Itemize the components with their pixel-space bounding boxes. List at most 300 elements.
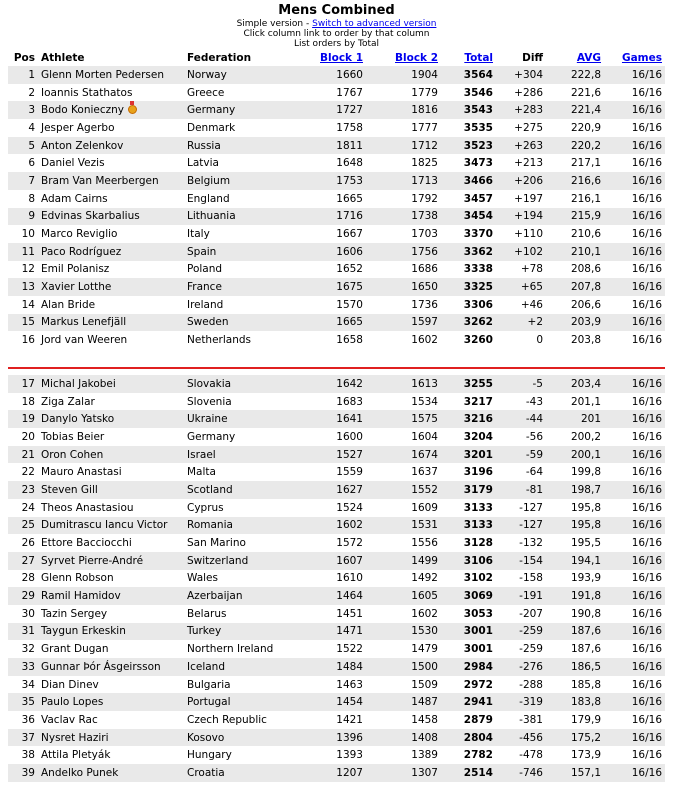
cell-games [604, 331, 665, 349]
cell-total [441, 278, 496, 296]
cell-diff [496, 410, 546, 428]
table-row [8, 225, 665, 243]
sort-total-link[interactable]: Total [464, 51, 493, 64]
cell-diff [496, 243, 546, 261]
block1-value: 1658 [336, 334, 363, 347]
federation-value: Russia [187, 139, 221, 152]
total-value: 3053 [463, 607, 493, 620]
diff-value: +46 [520, 298, 543, 311]
cell-pos [8, 746, 38, 764]
sort-note: Click column link to order by that column [243, 29, 430, 39]
cell-athlete [38, 693, 184, 711]
cell-diff [496, 66, 546, 84]
cell-athlete [38, 446, 184, 464]
avg-value: 203,9 [570, 316, 601, 329]
page-header [0, 0, 673, 49]
games-value: 16/16 [631, 86, 662, 99]
cell-pos [8, 137, 38, 155]
cell-athlete [38, 261, 184, 279]
federation-value: Poland [187, 263, 223, 276]
cell-total [441, 375, 496, 393]
block1-value: 1559 [336, 466, 363, 479]
games-value: 16/16 [631, 607, 662, 620]
diff-value: -478 [519, 749, 543, 762]
cell-block1 [286, 623, 366, 641]
pos-value: 35 [21, 696, 35, 709]
cell-diff [496, 261, 546, 279]
total-value: 3260 [463, 334, 493, 347]
cell-total [441, 764, 496, 782]
block2-value: 1777 [411, 121, 438, 134]
block1-value: 1665 [336, 316, 363, 329]
games-value: 16/16 [631, 395, 662, 408]
cell-athlete [38, 517, 184, 535]
sort-games-link[interactable]: Games [621, 51, 662, 64]
cell-block2 [366, 481, 441, 499]
cell-pos [8, 499, 38, 517]
block2-value: 1492 [411, 572, 438, 585]
cell-games [604, 570, 665, 588]
cell-games [604, 676, 665, 694]
table-row [8, 428, 665, 446]
cell-diff [496, 446, 546, 464]
cell-athlete [38, 84, 184, 102]
table-row [8, 208, 665, 226]
cell-total [441, 410, 496, 428]
cell-diff [496, 587, 546, 605]
total-value: 3535 [463, 121, 493, 134]
total-value: 3201 [463, 448, 493, 461]
block2-value: 1408 [411, 731, 438, 744]
cell-block2 [366, 119, 441, 137]
cell-diff [496, 101, 546, 119]
cell-diff [496, 534, 546, 552]
cell-total [441, 172, 496, 190]
cell-pos [8, 640, 38, 658]
cell-diff [496, 481, 546, 499]
games-value: 16/16 [631, 448, 662, 461]
total-value: 3454 [463, 210, 493, 223]
pos-value: 37 [21, 731, 35, 744]
cell-block1 [286, 137, 366, 155]
avg-value: 195,8 [570, 501, 601, 514]
cell-avg [546, 499, 604, 517]
version-line [0, 19, 673, 29]
cell-games [604, 314, 665, 332]
cell-diff [496, 499, 546, 517]
cell-total [441, 208, 496, 226]
cell-total [441, 517, 496, 535]
federation-value: Germany [187, 430, 236, 443]
cell-athlete [38, 623, 184, 641]
block2-value: 1556 [411, 537, 438, 550]
federation-value: Spain [187, 245, 217, 258]
switch-advanced-link[interactable]: Switch to advanced version [312, 19, 437, 29]
block1-value: 1727 [336, 104, 363, 117]
cell-athlete [38, 676, 184, 694]
block1-value: 1767 [336, 86, 363, 99]
cell-pos [8, 729, 38, 747]
cell-avg [546, 208, 604, 226]
pos-value: 4 [28, 121, 35, 134]
pos-value: 1 [28, 68, 35, 81]
block1-value: 1683 [336, 395, 363, 408]
pos-value: 31 [21, 625, 35, 638]
cell-athlete [38, 278, 184, 296]
avg-value: 200,1 [570, 448, 601, 461]
athlete-value: Gunnar Þór Ásgeirsson [41, 660, 161, 673]
cell-diff [496, 137, 546, 155]
block2-value: 1792 [411, 192, 438, 205]
sort-avg-link[interactable]: AVG [576, 51, 601, 64]
cell-federation [184, 137, 286, 155]
cell-block2 [366, 640, 441, 658]
games-value: 16/16 [631, 104, 662, 117]
cell-diff [496, 393, 546, 411]
cell-pos [8, 587, 38, 605]
federation-value: Belarus [187, 607, 227, 620]
cell-games [604, 623, 665, 641]
block2-value: 1389 [411, 749, 438, 762]
cell-games [604, 729, 665, 747]
block2-value: 1650 [411, 281, 438, 294]
athlete-value: Jesper Agerbo [41, 121, 115, 134]
cell-total [441, 463, 496, 481]
cell-diff [496, 375, 546, 393]
table-row [8, 499, 665, 517]
federation-value: Switzerland [187, 554, 249, 567]
cell-federation [184, 172, 286, 190]
avg-value: 190,8 [570, 607, 601, 620]
cell-athlete [38, 172, 184, 190]
games-value: 16/16 [631, 483, 662, 496]
cell-block2 [366, 534, 441, 552]
cell-federation [184, 410, 286, 428]
cell-avg [546, 154, 604, 172]
cell-avg [546, 729, 604, 747]
cell-games [604, 534, 665, 552]
cell-diff [496, 314, 546, 332]
block2-value: 1825 [411, 157, 438, 170]
cell-pos [8, 605, 38, 623]
cell-games [604, 225, 665, 243]
avg-value: 221,6 [570, 86, 601, 99]
games-value: 16/16 [631, 519, 662, 532]
cell-pos [8, 410, 38, 428]
block2-value: 1609 [411, 501, 438, 514]
diff-value: -127 [519, 519, 543, 532]
block2-value: 1756 [411, 245, 438, 258]
avg-value: 199,8 [570, 466, 601, 479]
block2-value: 1307 [411, 766, 438, 779]
cell-games [604, 481, 665, 499]
block1-value: 1570 [336, 298, 363, 311]
block1-value: 1600 [336, 430, 363, 443]
block2-value: 1686 [411, 263, 438, 276]
sort-block1-link[interactable]: Block 1 [320, 51, 363, 64]
cell-federation [184, 314, 286, 332]
pos-value: 14 [21, 298, 35, 311]
total-value: 3102 [463, 572, 493, 585]
cell-pos [8, 711, 38, 729]
total-value: 3338 [463, 263, 493, 276]
cell-games [604, 375, 665, 393]
total-value: 2514 [463, 766, 493, 779]
cell-block2 [366, 658, 441, 676]
cell-avg [546, 640, 604, 658]
table-row [8, 84, 665, 102]
cell-block2 [366, 746, 441, 764]
cell-total [441, 623, 496, 641]
cell-avg [546, 331, 604, 349]
avg-value: 175,2 [570, 731, 601, 744]
games-value: 16/16 [631, 501, 662, 514]
federation-value: Belgium [187, 174, 231, 187]
cell-avg [546, 296, 604, 314]
cell-pos [8, 676, 38, 694]
athlete-value: Syrvet Pierre-André [41, 554, 144, 567]
block1-value: 1421 [336, 713, 363, 726]
federation-value: Scotland [187, 483, 233, 496]
cell-federation [184, 534, 286, 552]
cell-block1 [286, 208, 366, 226]
pos-value: 8 [28, 192, 35, 205]
block2-value: 1703 [411, 228, 438, 241]
cell-federation [184, 331, 286, 349]
athlete-value: Jord van Weeren [41, 334, 128, 347]
diff-value: -259 [519, 625, 543, 638]
pos-value: 25 [21, 519, 35, 532]
cell-block2 [366, 428, 441, 446]
cell-total [441, 314, 496, 332]
cell-avg [546, 119, 604, 137]
block2-value: 1605 [411, 590, 438, 603]
block1-value: 1396 [336, 731, 363, 744]
cell-diff [496, 605, 546, 623]
cell-block1 [286, 296, 366, 314]
diff-value: -259 [519, 643, 543, 656]
diff-value: +283 [514, 104, 543, 117]
cell-games [604, 208, 665, 226]
table-row [8, 190, 665, 208]
cell-diff [496, 154, 546, 172]
avg-value: 200,2 [570, 430, 601, 443]
diff-value: +110 [514, 228, 543, 241]
total-value: 3196 [463, 466, 493, 479]
avg-value: 173,9 [570, 749, 601, 762]
cell-athlete [38, 499, 184, 517]
cell-block1 [286, 375, 366, 393]
cell-total [441, 66, 496, 84]
block1-value: 1463 [336, 678, 363, 691]
diff-value: +286 [514, 86, 543, 99]
total-value: 3001 [463, 643, 493, 656]
block1-value: 1464 [336, 590, 363, 603]
federation-value: France [187, 281, 222, 294]
cell-games [604, 278, 665, 296]
athlete-value: Dian Dinev [41, 678, 99, 691]
table-row [8, 137, 665, 155]
block2-value: 1552 [411, 483, 438, 496]
avg-value: 187,6 [570, 643, 601, 656]
pos-value: 27 [21, 554, 35, 567]
federation-value: Bulgaria [187, 678, 231, 691]
athlete-value: Andelko Punek [41, 766, 119, 779]
table-row [8, 552, 665, 570]
cell-block2 [366, 137, 441, 155]
block1-value: 1471 [336, 625, 363, 638]
cell-total [441, 296, 496, 314]
cell-block2 [366, 278, 441, 296]
pos-value: 16 [21, 334, 35, 347]
total-value: 3179 [463, 483, 493, 496]
athlete-value: Theos Anastasiou [41, 501, 134, 514]
cell-block2 [366, 331, 441, 349]
cell-diff [496, 676, 546, 694]
block1-value: 1660 [336, 68, 363, 81]
cell-block1 [286, 499, 366, 517]
athlete-value: Tazin Sergey [41, 607, 108, 620]
block2-value: 1487 [411, 696, 438, 709]
games-value: 16/16 [631, 713, 662, 726]
federation-value: Wales [187, 572, 218, 585]
cell-block2 [366, 729, 441, 747]
cell-games [604, 296, 665, 314]
total-value: 3106 [463, 554, 493, 567]
athlete-value: Paulo Lopes [41, 696, 104, 709]
pos-value: 38 [21, 749, 35, 762]
cell-diff [496, 190, 546, 208]
block1-value: 1716 [336, 210, 363, 223]
cell-avg [546, 101, 604, 119]
cell-pos [8, 481, 38, 499]
federation-value: Hungary [187, 749, 232, 762]
table-row [8, 693, 665, 711]
cell-federation [184, 243, 286, 261]
cell-athlete [38, 746, 184, 764]
cell-pos [8, 446, 38, 464]
order-note: List orders by Total [293, 39, 380, 49]
cell-block1 [286, 84, 366, 102]
total-value: 2804 [463, 731, 493, 744]
cell-diff [496, 463, 546, 481]
cell-block1 [286, 746, 366, 764]
pos-value: 3 [28, 104, 35, 117]
diff-value: +263 [514, 139, 543, 152]
cell-block1 [286, 676, 366, 694]
table-row [8, 534, 665, 552]
separator-row [8, 349, 665, 375]
cell-games [604, 66, 665, 84]
cell-block2 [366, 84, 441, 102]
table-row [8, 375, 665, 393]
cell-block2 [366, 208, 441, 226]
cell-federation [184, 729, 286, 747]
diff-value: +275 [514, 121, 543, 134]
athlete-value: Oron Cohen [41, 448, 104, 461]
cell-avg [546, 534, 604, 552]
cell-avg [546, 225, 604, 243]
cell-federation [184, 517, 286, 535]
cell-block1 [286, 481, 366, 499]
federation-value: San Marino [187, 537, 246, 550]
cell-block2 [366, 711, 441, 729]
games-value: 16/16 [631, 121, 662, 134]
athlete-value: Michal Jakobei [41, 377, 116, 390]
athlete-value: Edvinas Skarbalius [41, 210, 140, 223]
cell-block1 [286, 658, 366, 676]
cell-federation [184, 66, 286, 84]
pos-value: 24 [21, 501, 35, 514]
avg-value: 220,9 [570, 121, 601, 134]
federation-value: Cyprus [187, 501, 224, 514]
total-value: 3001 [463, 625, 493, 638]
block1-value: 1652 [336, 263, 363, 276]
cell-total [441, 658, 496, 676]
block1-value: 1572 [336, 537, 363, 550]
cell-games [604, 711, 665, 729]
cell-block2 [366, 517, 441, 535]
games-value: 16/16 [631, 192, 662, 205]
block2-value: 1904 [411, 68, 438, 81]
block1-value: 1484 [336, 660, 363, 673]
cell-total [441, 711, 496, 729]
cell-athlete [38, 729, 184, 747]
games-value: 16/16 [631, 466, 662, 479]
sort-block2-link[interactable]: Block 2 [395, 51, 438, 64]
total-value: 3564 [463, 68, 493, 81]
cell-pos [8, 101, 38, 119]
cell-games [604, 517, 665, 535]
avg-value: 203,8 [570, 334, 601, 347]
cell-athlete [38, 314, 184, 332]
cell-athlete [38, 66, 184, 84]
cell-avg [546, 410, 604, 428]
federation-value: Netherlands [187, 334, 252, 347]
cell-total [441, 261, 496, 279]
cell-pos [8, 623, 38, 641]
cell-diff [496, 225, 546, 243]
cell-block1 [286, 693, 366, 711]
federation-value: Slovenia [187, 395, 232, 408]
cell-athlete [38, 410, 184, 428]
cell-avg [546, 393, 604, 411]
games-value: 16/16 [631, 377, 662, 390]
federation-value: Sweden [187, 316, 229, 329]
total-value: 3457 [463, 192, 493, 205]
block2-value: 1534 [411, 395, 438, 408]
block2-value: 1531 [411, 519, 438, 532]
total-value: 2941 [463, 696, 493, 709]
cell-block1 [286, 278, 366, 296]
cell-block2 [366, 375, 441, 393]
cell-block1 [286, 154, 366, 172]
cell-games [604, 190, 665, 208]
athlete-value: Alan Bride [41, 298, 96, 311]
cell-games [604, 101, 665, 119]
diff-value: -64 [525, 466, 543, 479]
cell-avg [546, 658, 604, 676]
diff-value: -5 [532, 377, 543, 390]
cell-games [604, 746, 665, 764]
pos-value: 39 [21, 766, 35, 779]
block1-value: 1675 [336, 281, 363, 294]
cell-diff [496, 658, 546, 676]
diff-value: -43 [525, 395, 543, 408]
pos-value: 26 [21, 537, 35, 550]
col-athlete: Athlete [41, 51, 85, 64]
games-value: 16/16 [631, 572, 662, 585]
